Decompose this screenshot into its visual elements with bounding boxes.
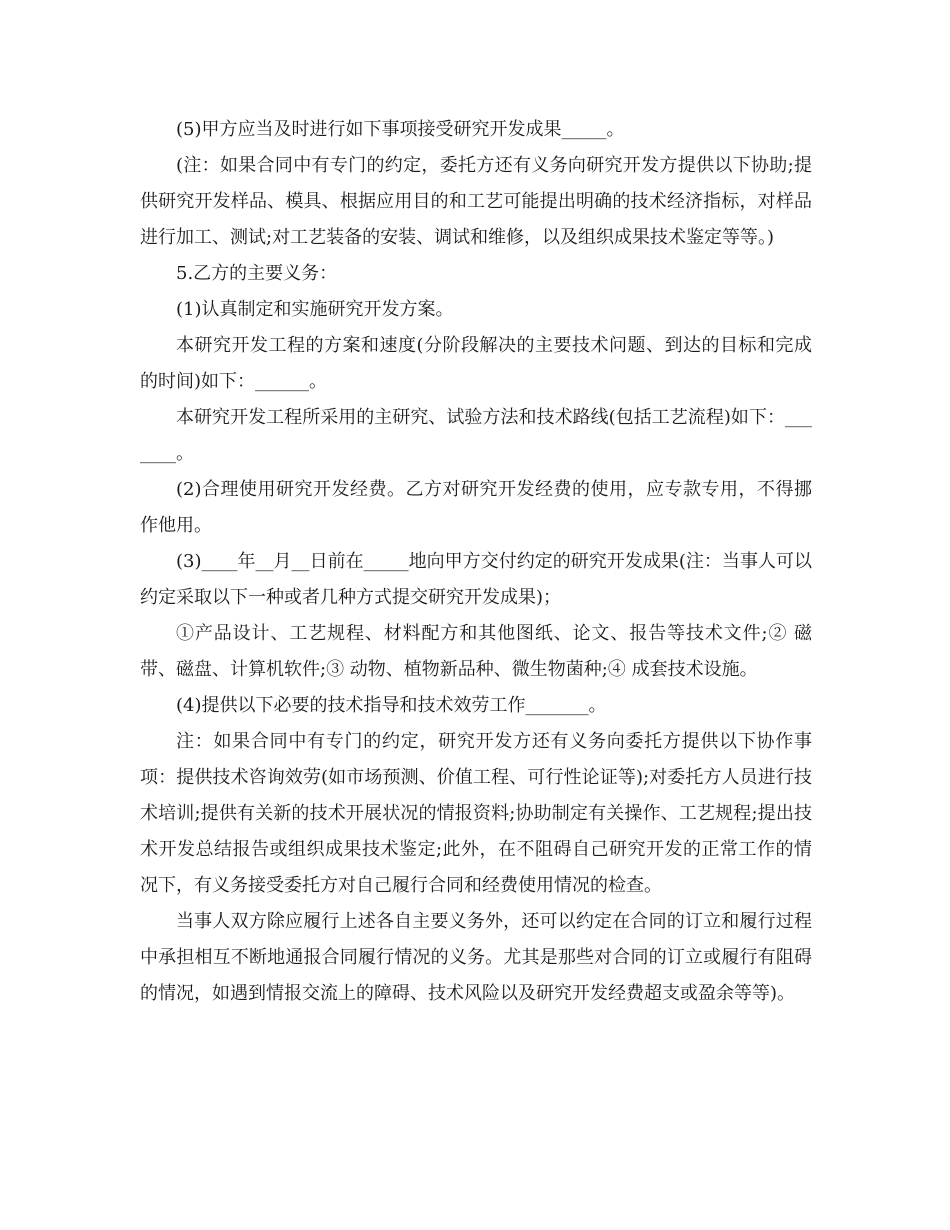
paragraph-delivery-of-results: (3)____年__月__日前在_____地向甲方交付约定的研究开发成果(注：当事人可以约定采取以下一种或者几种方式提交研究开发成果)； — [140, 551, 812, 608]
paragraph-methods-and-route: 本研究开发工程所采用的主研究、试验方法和技术路线(包括工艺流程)如下：_______。 — [140, 407, 812, 464]
paragraph-technical-guidance: (4)提供以下必要的技术指导和技术效劳工作_______。 — [176, 695, 607, 716]
paragraph-note-developer-cooperation: 注：如果合同中有专门的约定，研究开发方还有义务向委托方提供以下协作事项：提供技术咨询效劳(如市场预测、价值工程、可行性论证等);对委托方人员进行技术培训;提供有关新的技术开展状况的情报资料;协助制定有关操作、工艺规程;提出技术开发总结报告或组织成果技术鉴定;此外，在不阻碍自己研究开发的正常工作的情况下，有义务接受委托方对自己履行合同和经费使用情况的检查。 — [140, 731, 812, 896]
paragraph-note-client-assistance: (注：如果合同中有专门的约定，委托方还有义务向研究开发方提供以下协助;提供研究开发样品、模具、根据应用目的和工艺可能提出明确的技术经济指标，对样品进行加工、测试;对工艺装备的安装、调试和维修，以及组织成果技术鉴定等等。) — [140, 155, 812, 248]
paragraph-party-a-accept-results: (5)甲方应当及时进行如下事项接受研究开发成果_____。 — [176, 119, 625, 140]
document-page — [140, 112, 812, 1012]
paragraph-use-of-funds: (2)合理使用研究开发经费。乙方对研究开发经费的使用，应专款专用，不得挪作他用。 — [140, 479, 812, 536]
paragraph-delivery-forms: ①产品设计、工艺规程、材料配方和其他图纸、论文、报告等技术文件;② 磁带、磁盘、计算机软件;③ 动物、植物新品种、微生物菌种;④ 成套技术设施。 — [140, 623, 812, 680]
paragraph-mutual-notification: 当事人双方除应履行上述各自主要义务外，还可以约定在合同的订立和履行过程中承担相互不断地通报合同履行情况的义务。尤其是那些对合同的订立或履行有阻碍的情况，如遇到情报交流上的障碍、技术风险以及研究开发经费超支或盈余等等)。 — [140, 911, 812, 1004]
paragraph-plan-and-schedule: 本研究开发工程的方案和速度(分阶段解决的主要技术问题、到达的目标和完成的时间)如下：______。 — [140, 335, 812, 392]
paragraph-party-b-obligations-heading: 5.乙方的主要义务： — [176, 263, 338, 284]
paragraph-develop-plan: (1)认真制定和实施研究开发方案。 — [176, 299, 454, 320]
